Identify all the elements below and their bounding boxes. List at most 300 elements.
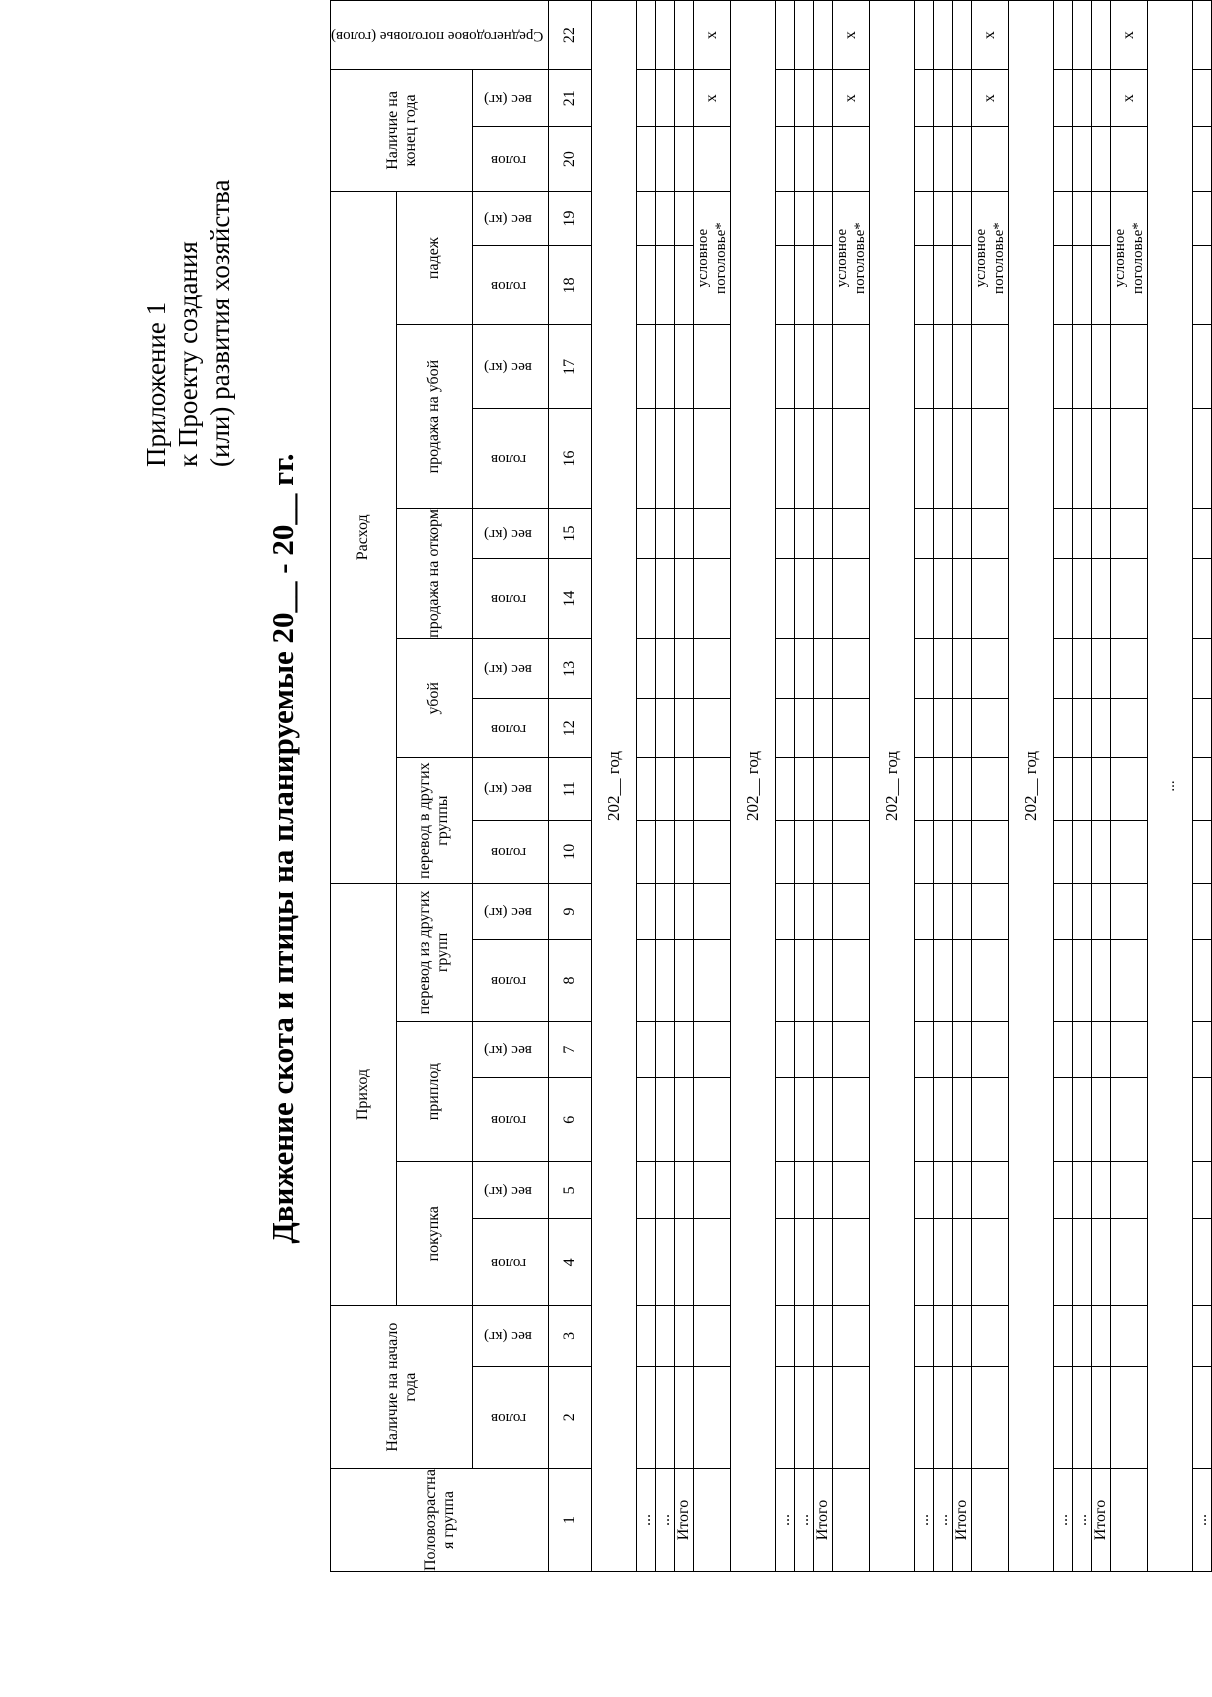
table-cell	[795, 191, 814, 246]
table-cell	[795, 1162, 814, 1219]
table-cell	[953, 1219, 972, 1306]
column-number: 22	[549, 1, 592, 70]
table-row	[953, 1, 972, 1572]
column-number: 13	[549, 639, 592, 699]
table-cell	[953, 1306, 972, 1366]
table-cell	[1073, 1021, 1092, 1077]
table-cell	[814, 70, 833, 127]
table-cell	[656, 1306, 675, 1366]
table-cell	[795, 409, 814, 509]
header-transfer-in: перевод из других групп	[396, 883, 472, 1021]
table-cell	[637, 409, 656, 509]
total-label: Итого	[1092, 1469, 1111, 1572]
table-cell	[1073, 1219, 1092, 1306]
table-cell	[1073, 127, 1092, 191]
table-cell	[776, 699, 795, 758]
heads-label: голов	[490, 277, 526, 294]
table-cell	[972, 1021, 1009, 1077]
column-number: 16	[549, 409, 592, 509]
table-cell	[972, 1078, 1009, 1162]
header-income: Приход	[331, 883, 397, 1305]
table-cell	[814, 639, 833, 699]
table-cell	[1054, 699, 1073, 758]
conditional-label: условное поголовье*	[694, 191, 731, 325]
x-mark: x	[972, 70, 1009, 127]
column-number: 1	[549, 1469, 592, 1572]
header-offspring: приплод	[396, 1021, 472, 1161]
weight-label: вес (кг)	[484, 1042, 533, 1059]
table-cell	[1073, 1078, 1092, 1162]
table-cell	[675, 246, 694, 325]
table-cell	[1111, 1219, 1148, 1306]
table-cell	[1054, 1078, 1073, 1162]
table-cell	[656, 699, 675, 758]
table-cell	[795, 70, 814, 127]
table-cell	[1092, 559, 1111, 639]
table-cell	[934, 1219, 953, 1306]
table-cell	[934, 508, 953, 558]
header-fattening: продажа на откорм	[396, 508, 472, 638]
group-dots-cell: ...	[1073, 1469, 1092, 1572]
subheader-cell	[473, 1219, 549, 1306]
subheader-cell	[473, 1162, 549, 1219]
column-number: 8	[549, 940, 592, 1022]
subheader-cell	[473, 1366, 549, 1469]
table-cell	[833, 883, 870, 939]
table-row	[795, 1, 814, 1572]
table-cell	[953, 1078, 972, 1162]
group-dots-cell: ...	[776, 1469, 795, 1572]
table-cell	[814, 325, 833, 409]
table-cell	[915, 127, 934, 191]
table-cell	[1193, 639, 1212, 699]
table-cell	[776, 325, 795, 409]
table-cell	[675, 325, 694, 409]
table-cell	[1073, 191, 1092, 246]
table-cell	[776, 70, 795, 127]
table-cell	[1073, 820, 1092, 883]
table-cell	[1073, 639, 1092, 699]
table-cell	[776, 127, 795, 191]
table-cell	[972, 127, 1009, 191]
table-cell	[833, 409, 870, 509]
table-row	[637, 1, 656, 1572]
dots-separator: ...	[1148, 1, 1193, 1572]
table-cell	[833, 1021, 870, 1077]
table-cell	[795, 325, 814, 409]
table-cell	[795, 758, 814, 820]
table-cell	[1092, 883, 1111, 939]
subheader-cell	[473, 325, 549, 409]
table-cell	[1111, 820, 1148, 883]
table-cell	[814, 559, 833, 639]
table-cell	[1092, 1021, 1111, 1077]
table-cell	[1054, 127, 1073, 191]
table-cell	[833, 1469, 870, 1572]
table-cell	[776, 1219, 795, 1306]
table-cell	[637, 70, 656, 127]
table-cell	[972, 699, 1009, 758]
appendix-line-3: (или) развития хозяйства	[205, 179, 235, 467]
table-cell	[694, 325, 731, 409]
table-cell	[1092, 409, 1111, 509]
table-cell	[1092, 508, 1111, 558]
table-cell	[675, 699, 694, 758]
table-cell	[953, 508, 972, 558]
heads-label: голов	[490, 720, 526, 737]
x-mark: x	[833, 1, 870, 70]
table-cell	[795, 1078, 814, 1162]
table-cell	[776, 820, 795, 883]
table-cell	[814, 1162, 833, 1219]
table-cell	[1054, 1162, 1073, 1219]
table-cell	[637, 699, 656, 758]
table-cell	[814, 820, 833, 883]
table-cell	[795, 699, 814, 758]
table-cell	[1092, 699, 1111, 758]
subheader-cell	[473, 127, 549, 191]
table-cell	[776, 758, 795, 820]
table-cell	[1054, 1306, 1073, 1366]
table-cell	[953, 639, 972, 699]
header-transfer-out: перевод в других группы	[396, 758, 472, 883]
table-cell	[934, 883, 953, 939]
table-cell	[675, 191, 694, 246]
table-cell	[656, 508, 675, 558]
table-cell	[1092, 191, 1111, 246]
year-label-row	[731, 1, 776, 1572]
table-cell	[776, 1, 795, 70]
table-cell	[1111, 1162, 1148, 1219]
table-cell	[694, 1306, 731, 1366]
table-cell	[1092, 1, 1111, 70]
subheader-cell	[473, 409, 549, 509]
conditional-row	[1111, 1, 1148, 1572]
group-dots-cell: ...	[637, 1469, 656, 1572]
table-cell	[1073, 70, 1092, 127]
table-cell	[1193, 1366, 1212, 1469]
table-cell	[1073, 325, 1092, 409]
table-cell	[675, 1078, 694, 1162]
table-cell	[934, 1078, 953, 1162]
table-cell	[1193, 127, 1212, 191]
table-cell	[953, 820, 972, 883]
table-cell	[934, 699, 953, 758]
table-cell	[915, 1, 934, 70]
x-mark: x	[833, 70, 870, 127]
table-cell	[1092, 70, 1111, 127]
table-cell	[915, 758, 934, 820]
table-cell	[934, 1306, 953, 1366]
table-cell	[1111, 883, 1148, 939]
table-cell	[656, 191, 675, 246]
table-cell	[1054, 409, 1073, 509]
table-cell	[637, 1021, 656, 1077]
subheader-cell	[473, 883, 549, 939]
table-cell	[675, 758, 694, 820]
table-cell	[1193, 940, 1212, 1022]
column-number: 11	[549, 758, 592, 820]
column-number: 3	[549, 1306, 592, 1366]
table-cell	[934, 246, 953, 325]
table-cell	[915, 883, 934, 939]
table-cell	[972, 940, 1009, 1022]
table-cell	[656, 820, 675, 883]
table-cell	[694, 1219, 731, 1306]
heads-label: голов	[490, 973, 526, 990]
table-cell	[972, 1469, 1009, 1572]
table-cell	[1193, 191, 1212, 246]
table-cell	[915, 559, 934, 639]
subheader-cell	[473, 940, 549, 1022]
table-cell	[795, 639, 814, 699]
table-cell	[915, 508, 934, 558]
header-slaughter: убой	[396, 639, 472, 758]
table-cell	[972, 508, 1009, 558]
group-dots-cell: ...	[934, 1469, 953, 1572]
header-group: Половозрастна я группа	[331, 1469, 549, 1572]
table-cell	[915, 1162, 934, 1219]
heads-label: голов	[490, 1409, 526, 1426]
table-cell	[637, 639, 656, 699]
heads-label: голов	[490, 1112, 526, 1129]
column-number: 5	[549, 1162, 592, 1219]
weight-label: вес (кг)	[484, 90, 533, 107]
appendix-note	[140, 179, 236, 467]
table-cell	[656, 70, 675, 127]
table-cell	[1193, 508, 1212, 558]
table-cell	[814, 1366, 833, 1469]
table-row	[934, 1, 953, 1572]
table-cell	[694, 820, 731, 883]
table-cell	[1054, 508, 1073, 558]
appendix-line-1: Приложение 1	[141, 301, 171, 467]
table-cell	[1111, 559, 1148, 639]
table-cell	[694, 559, 731, 639]
table-cell	[675, 1366, 694, 1469]
table-cell	[637, 325, 656, 409]
table-cell	[1073, 1306, 1092, 1366]
table-cell	[833, 1219, 870, 1306]
table-cell	[972, 1366, 1009, 1469]
table-cell	[1073, 1, 1092, 70]
table-cell	[953, 883, 972, 939]
table-cell	[1111, 1021, 1148, 1077]
table-cell	[1193, 758, 1212, 820]
table-cell	[915, 409, 934, 509]
table-cell	[1073, 409, 1092, 509]
header-average-text: Среднегодовое поголовье (голов)	[331, 27, 544, 44]
table-cell	[637, 1366, 656, 1469]
table-cell	[675, 1, 694, 70]
subheader-cell	[473, 758, 549, 820]
table-cell	[1111, 1306, 1148, 1366]
table-cell	[776, 1306, 795, 1366]
table-cell	[1054, 1021, 1073, 1077]
table-cell	[776, 559, 795, 639]
x-mark: x	[1111, 1, 1148, 70]
column-number: 21	[549, 70, 592, 127]
table-cell	[934, 559, 953, 639]
table-cell	[675, 820, 694, 883]
total-label: Итого	[675, 1469, 694, 1572]
table-cell	[915, 940, 934, 1022]
table-cell	[972, 1219, 1009, 1306]
table-cell	[1054, 70, 1073, 127]
table-cell	[1193, 70, 1212, 127]
table-cell	[694, 1162, 731, 1219]
table-cell	[953, 699, 972, 758]
table-cell	[1092, 1306, 1111, 1366]
table-cell	[795, 940, 814, 1022]
table-cell	[776, 883, 795, 939]
table-cell	[1054, 559, 1073, 639]
table-cell	[694, 883, 731, 939]
table-cell	[1073, 246, 1092, 325]
table-cell	[972, 409, 1009, 509]
table-cell	[1111, 699, 1148, 758]
column-number: 15	[549, 508, 592, 558]
table-cell	[953, 940, 972, 1022]
column-number: 12	[549, 699, 592, 758]
table-cell	[934, 1366, 953, 1469]
table-cell	[1073, 699, 1092, 758]
weight-label: вес (кг)	[484, 1182, 533, 1199]
table-cell	[776, 191, 795, 246]
table-cell	[934, 409, 953, 509]
table-cell	[795, 1219, 814, 1306]
table-cell	[934, 820, 953, 883]
header-expense: Расход	[331, 191, 397, 883]
table-cell	[1193, 1219, 1212, 1306]
table-cell	[656, 127, 675, 191]
table-cell	[637, 940, 656, 1022]
table-cell	[776, 940, 795, 1022]
year-label-row	[592, 1, 637, 1572]
table-cell	[915, 246, 934, 325]
table-cell	[795, 1306, 814, 1366]
conditional-row	[833, 1, 870, 1572]
column-number: 9	[549, 883, 592, 939]
subheader-cell	[473, 699, 549, 758]
table-cell	[1073, 1366, 1092, 1469]
table-cell	[1092, 325, 1111, 409]
table-cell	[656, 1021, 675, 1077]
table-cell	[953, 1021, 972, 1077]
table-cell	[972, 1162, 1009, 1219]
table-cell	[814, 1, 833, 70]
table-cell	[776, 639, 795, 699]
column-number: 19	[549, 191, 592, 246]
table-row	[675, 1, 694, 1572]
table-cell	[776, 246, 795, 325]
table-cell	[675, 1219, 694, 1306]
table-cell	[795, 1, 814, 70]
table-cell	[637, 246, 656, 325]
table-cell	[656, 1, 675, 70]
table-cell	[776, 1078, 795, 1162]
x-mark: x	[694, 70, 731, 127]
table-cell	[1054, 246, 1073, 325]
table-cell	[1054, 820, 1073, 883]
table-cell	[833, 1366, 870, 1469]
subheader-cell	[473, 639, 549, 699]
heads-label: голов	[490, 151, 526, 168]
table-cell	[1054, 191, 1073, 246]
subheader-row	[473, 1, 549, 1572]
table-cell	[953, 246, 972, 325]
table-cell	[972, 639, 1009, 699]
weight-label: вес (кг)	[484, 903, 533, 920]
table-cell	[1092, 1366, 1111, 1469]
table-cell	[814, 699, 833, 758]
subheader-cell	[473, 246, 549, 325]
table-cell	[694, 1469, 731, 1572]
column-number: 14	[549, 559, 592, 639]
table-cell	[776, 508, 795, 558]
year-label: 202__ год	[1009, 1, 1054, 1572]
heads-label: голов	[490, 844, 526, 861]
table-cell	[1193, 1, 1212, 70]
table-cell	[656, 639, 675, 699]
table-cell	[814, 758, 833, 820]
table-cell	[675, 883, 694, 939]
table-cell	[814, 1021, 833, 1077]
table-cell	[833, 508, 870, 558]
table-cell	[656, 883, 675, 939]
table-cell	[675, 559, 694, 639]
table-cell	[1111, 758, 1148, 820]
table-cell	[915, 1078, 934, 1162]
table-cell	[694, 639, 731, 699]
table-cell	[972, 820, 1009, 883]
table-cell	[814, 191, 833, 246]
header-death: падеж	[396, 191, 472, 325]
table-cell	[795, 820, 814, 883]
table-cell	[675, 508, 694, 558]
table-cell	[1111, 940, 1148, 1022]
table-cell	[934, 1, 953, 70]
table-cell	[934, 127, 953, 191]
table-cell	[675, 127, 694, 191]
table-cell	[814, 1078, 833, 1162]
table-cell	[1193, 325, 1212, 409]
weight-label: вес (кг)	[484, 359, 533, 376]
table-row	[1054, 1, 1073, 1572]
table-cell	[1073, 758, 1092, 820]
table-cell	[833, 127, 870, 191]
table-cell	[675, 409, 694, 509]
heads-label: голов	[490, 450, 526, 467]
column-number: 4	[549, 1219, 592, 1306]
table-cell	[1092, 246, 1111, 325]
table-cell	[915, 639, 934, 699]
table-cell	[915, 820, 934, 883]
table-cell	[1193, 883, 1212, 939]
table-cell	[1073, 940, 1092, 1022]
table-cell	[934, 70, 953, 127]
table-cell	[934, 325, 953, 409]
table-cell	[675, 1306, 694, 1366]
table-cell	[972, 325, 1009, 409]
table-cell	[656, 1219, 675, 1306]
table-cell	[814, 940, 833, 1022]
column-number: 2	[549, 1366, 592, 1469]
group-dots-cell: ...	[915, 1469, 934, 1572]
table-cell	[656, 1366, 675, 1469]
table-cell	[1054, 639, 1073, 699]
table-cell	[637, 1, 656, 70]
